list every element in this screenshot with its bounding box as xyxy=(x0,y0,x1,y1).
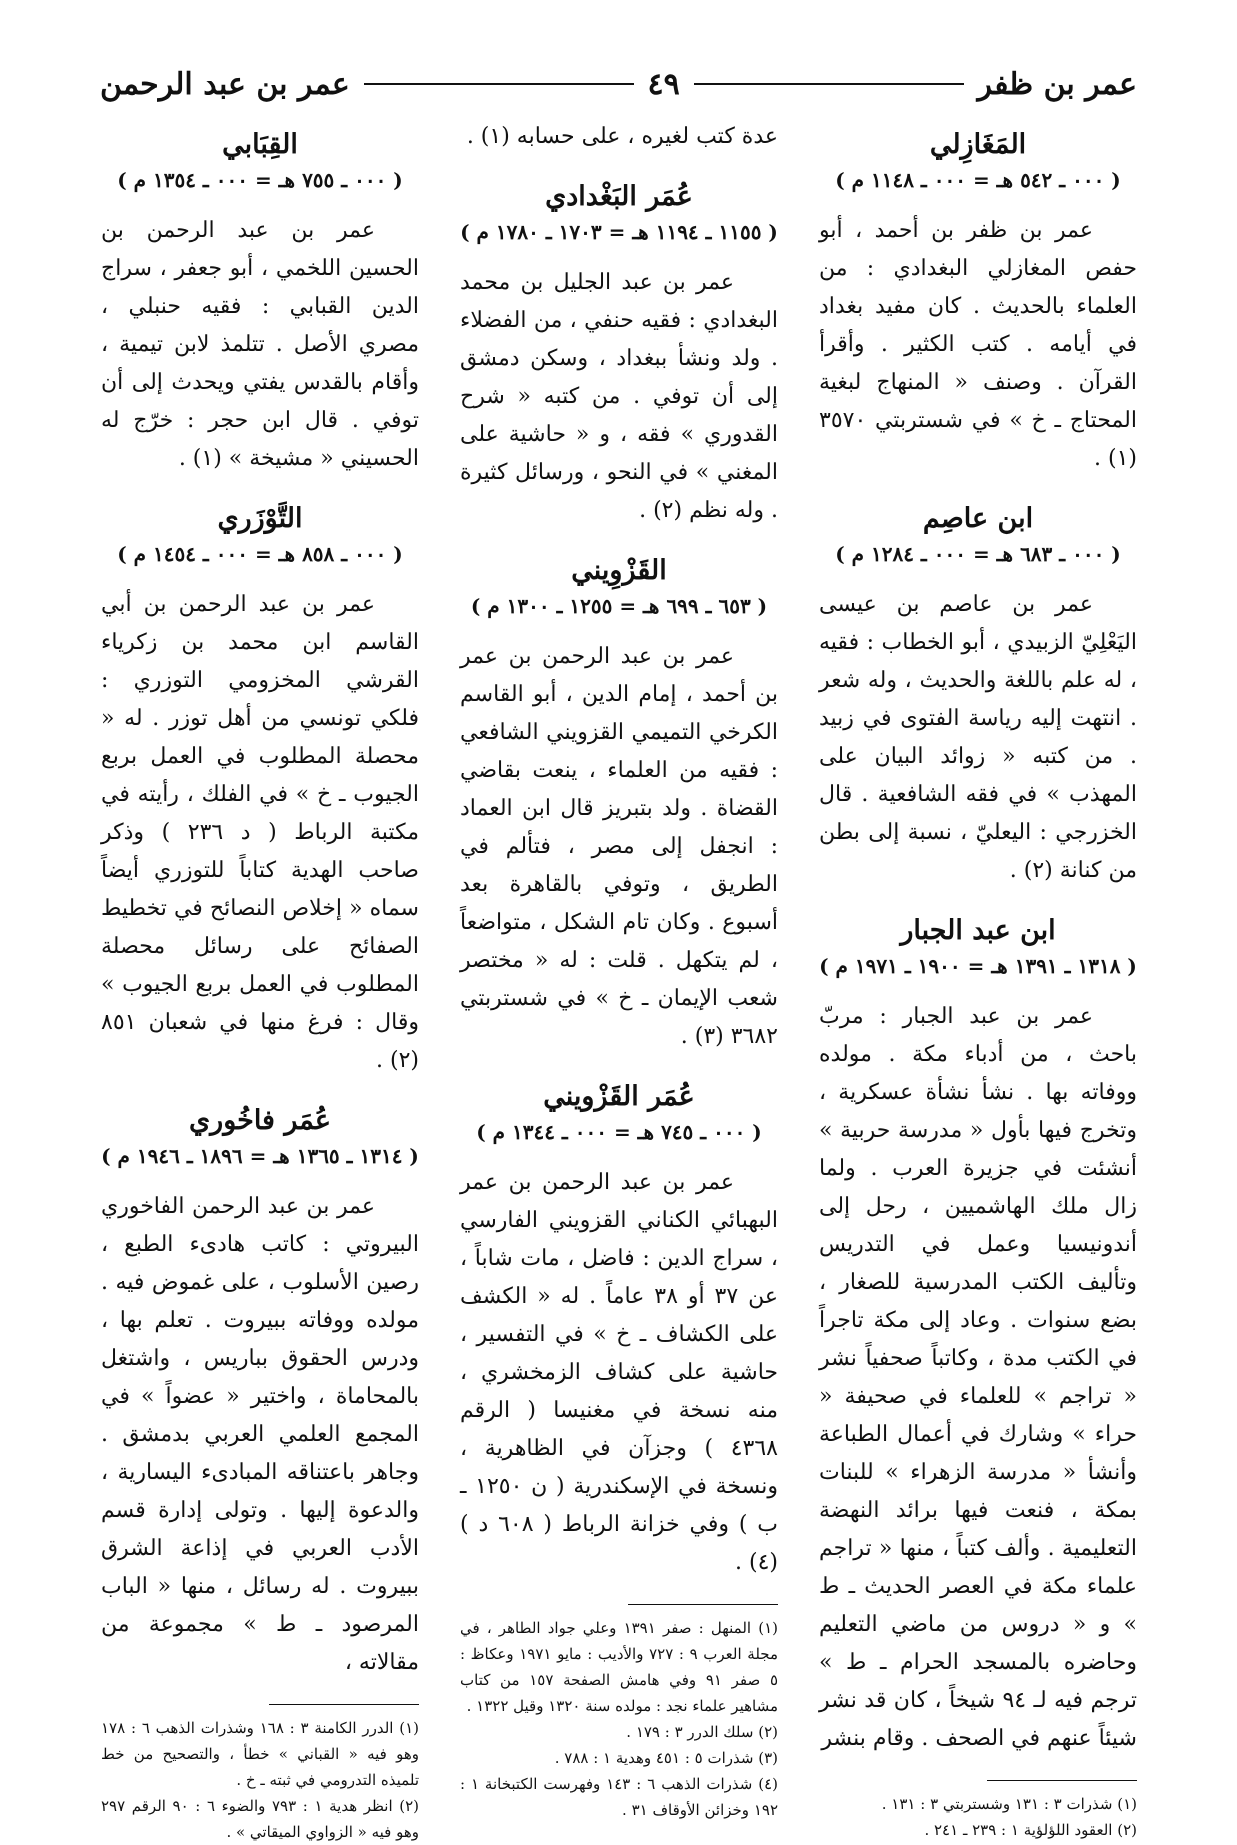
footnote: (١) المنهل : صفر ١٣٩١ وعلي جواد الطاهر ، في مجلة العرب ٩ : ٧٢٧ والأديب : مايو ١٩٧١ وعكاظ : ٥ صفر ٩١ وفي هامش الصفحة ١٥٧ من كتاب مشاهير علماء نجد : مولده سنة ١٣٢٠ وقيل ١٣٢٢ . xyxy=(460,1619,779,1715)
entry-body: عمر بن عاصم بن عيسى اليَعْلِيّ الزبيدي ، أبو الخطاب : فقيه ، له علم باللغة والحديث ، وله شعر . انتهت إليه رياسة الفتوى في زبيد . من كتبه « زوائد البيان على المهذب » في فقه الشافعية . قال الخزرجي : اليعليّ ، نسبة إلى بطن من كنانة (٢) . xyxy=(819,592,1137,883)
footnote: (١) الدرر الكامنة ٣ : ١٦٨ وشذرات الذهب ٦ : ١٧٨ وهو فيه « القباني » خطأ ، والتصحيح من خط تلميذه التدرومي في ثبته ـ خ . xyxy=(101,1719,420,1789)
entry-dates: ( ٠٠٠ ـ ٦٨٣ هـ = ٠٠٠ ـ ١٢٨٤ م ) xyxy=(835,542,1121,566)
entry xyxy=(819,126,1137,478)
footnote: (٢) انظر هدية ١ : ٧٩٣ والضوء ٦ : ٩٠ الرقم ٢٩٧ وهو فيه « الزواوي الميقاتي » . xyxy=(101,1797,419,1841)
running-head-rule-left xyxy=(364,83,634,85)
entry xyxy=(460,1078,778,1582)
entry xyxy=(101,1102,419,1682)
entry xyxy=(101,500,419,1080)
entry-body: عمر بن عبد الرحمن بن الحسين اللخمي ، أبو جعفر ، سراج الدين القبابي : فقيه حنبلي ، مصري الأصل . تتلمذ لابن تيمية ، وأقام بالقدس يفتي ويحدث إلى أن توفي . قال ابن حجر : خرّج له الحسيني « مشيخة » (١) . xyxy=(101,218,419,471)
entry-body: عمر بن عبد الجليل بن محمد البغدادي : فقيه حنفي ، من الفضلاء . ولد ونشأ ببغداد ، وسكن دمشق إلى أن توفي . من كتبه « شرح القدوري » فقه ، و « حاشية على المغني » في النحو ، ورسائل كثيرة . وله نظم (٢) . xyxy=(460,270,778,523)
entry-title: المَغَازِلي xyxy=(929,129,1027,160)
entry xyxy=(819,912,1137,1758)
column-right xyxy=(819,118,1137,1839)
entry-body: عمر بن عبد الرحمن بن عمر بن أحمد ، إمام الدين ، أبو القاسم الكرخي التميمي القزويني الشافعي : فقيه من العلماء ، ينعت بقاضي القضاة . ولد بتبريز قال ابن العماد : انجفل إلى مصر ، فتألم في الطريق ، وتوفي بالقاهرة بعد أسبوع . وكان تام الشكل ، متواضعاً ، لم يتكهل . قلت : له « مختصر شعب الإيمان ـ خ » في شستربتي ٣٦٨٢ (٣) . xyxy=(460,644,778,1049)
page-number: ٤٩ xyxy=(647,66,680,102)
entry-body: عمر بن عبد الرحمن بن أبي القاسم ابن محمد بن زكرياء القرشي المخزومي التوزري : فلكي تونسي من أهل توزر . له « محصلة المطلوب في العمل بربع الجيوب ـ خ » في الفلك ، رأيته في مكتبة الرباط ( د ٢٣٦ ) وذكر صاحب الهدية كتاباً للتوزري أيضاً سماه « إخلاص النصائح في تخطيط الصفائح على رسائل محصلة المطلوب في العمل بربع الجيوب » وقال : فرغ منها في شعبان ٨٥١ (٢) . xyxy=(101,592,420,1073)
entry-title: ابن عبد الجبار xyxy=(900,915,1056,946)
footnote-rule xyxy=(987,1780,1137,1781)
entry-body: عمر بن عبد الرحمن بن عمر البهبائي الكناني القزويني الفارسي ، سراج الدين : فاضل ، مات شاباً ، عن ٣٧ أو ٣٨ عاماً . له « الكشف على الكشاف ـ خ » في التفسير ، حاشية على كشاف الزمخشري ، منه نسخة في مغنيسا ( الرقم ٤٣٦٨ ) وجزآن في الظاهرية ، ونسخة في الإسكندرية ( ن ١٢٥٠ ـ ب ) وفي خزانة الرباط ( ٦٠٨ د ) (٤) . xyxy=(460,1170,778,1575)
entry-dates: ( ٠٠٠ ـ ٨٥٨ هـ = ٠٠٠ ـ ١٤٥٤ م ) xyxy=(117,542,403,566)
entry-body: عمر بن ظفر بن أحمد ، أبو حفص المغازلي البغدادي : من العلماء بالحديث . كان مفيد بغداد في أيامه . كتب الكثير . وأقرأ القرآن . وصنف « المنهاج لبغية المحتاج ـ خ » في شستربتي ٣٥٧٠ (١) . xyxy=(819,218,1137,471)
running-head-left-name: عمر بن عبد الرحمن xyxy=(100,66,350,102)
entry-dates: ( ٠٠٠ ـ ٧٥٥ هـ = ٠٠٠ ـ ١٣٥٤ م ) xyxy=(117,168,403,192)
entry-dates: ( ٠٠٠ ـ ٧٤٥ هـ = ٠٠٠ ـ ١٣٤٤ م ) xyxy=(476,1120,762,1144)
entry-title: التَّوْزَري xyxy=(217,503,303,534)
footnote: (٢) العقود اللؤلؤية ١ : ٢٣٩ ـ ٢٤١ . xyxy=(924,1821,1137,1839)
entry-body: عمر بن عبد الرحمن الفاخوري البيروتي : كاتب هادىء الطبع ، رصين الأسلوب ، على غموض فيه . مولده ووفاته ببيروت . تعلم بها ، ودرس الحقوق بباريس ، واشتغل بالمحاماة ، واختير « عضواً » في المجمع العلمي العربي بدمشق . وجاهر باعتناقه المبادىء اليسارية ، والدعوة إليها . وتولى إدارة قسم الأدب العربي في إذاعة الشرق ببيروت . له رسائل ، منها « الباب المرصود ـ ط » مجموعة من مقالاته ، xyxy=(101,1194,419,1675)
footnote: (٤) شذرات الذهب ٦ : ١٤٣ وفهرست الكتبخانة ١ : ١٩٢ وخزائن الأوقاف ٣١ . xyxy=(460,1775,779,1819)
continuation-text: عدة كتب لغيره ، على حسابه (١) . xyxy=(466,124,778,149)
entry-title: عُمَر فاخُوري xyxy=(189,1105,331,1136)
footnote: (٣) شذرات ٥ : ٤٥١ وهدية ١ : ٧٨٨ . xyxy=(554,1749,778,1767)
entry xyxy=(460,178,778,530)
entry-body: عمر بن عبد الجبار : مربّ باحث ، من أدباء مكة . مولده ووفاته بها . نشأ نشأة عسكرية ، وتخرج فيها بأول « مدرسة حربية » أنشئت في جزيرة العرب . ولما زال ملك الهاشميين ، رحل إلى أندونيسيا وعمل في التدريس وتأليف الكتب المدرسية للصغار ، بضع سنوات . وعاد إلى مكة تاجراً في الكتب مدة ، وكاتباً صحفياً نشر « تراجم » للعلماء في صحيفة « حراء » وشارك في أعمال الطباعة وأنشأ « مدرسة الزهراء » للبنات بمكة ، فنعت فيها برائد النهضة التعليمية . وألف كتباً ، منها « تراجم علماء مكة في العصر الحديث ـ ط » و « دروس من ماضي التعليم وحاضره بالمسجد الحرام ـ ط » ترجم فيه لـ ٩٤ شيخاً ، كان قد نشر شيئاً عنهم في الصحف . وقام بنشر xyxy=(819,1004,1137,1751)
entry xyxy=(101,126,419,478)
column-left xyxy=(101,118,420,1841)
entry-dates: ( ٠٠٠ ـ ٥٤٢ هـ = ٠٠٠ ـ ١١٤٨ م ) xyxy=(835,168,1121,192)
column-middle xyxy=(460,118,779,1819)
footnote: (١) شذرات ٣ : ١٣١ وشستربتي ٣ : ١٣١ . xyxy=(881,1795,1137,1813)
running-head xyxy=(100,60,1137,108)
footnote-rule xyxy=(269,1704,419,1705)
entry xyxy=(460,552,778,1056)
running-head-right-name: عمر بن ظفر xyxy=(977,66,1137,102)
entry xyxy=(819,500,1137,890)
entry-dates: ( ٦٥٣ ـ ٦٩٩ هـ = ١٢٥٥ ـ ١٣٠٠ م ) xyxy=(470,594,768,618)
running-head-rule-right xyxy=(694,83,964,85)
entry-title: القَزْوِيني xyxy=(571,555,667,586)
entry-title: عُمَر البَغْدادي xyxy=(545,181,693,212)
entry-title: عُمَر القَزْويني xyxy=(543,1081,695,1112)
entry-title: ابن عاصِم xyxy=(922,503,1034,534)
footnote: (٢) سلك الدرر ٣ : ١٧٩ . xyxy=(626,1723,778,1741)
entry-dates: ( ١٣١٨ ـ ١٣٩١ هـ = ١٩٠٠ ـ ١٩٧١ م ) xyxy=(819,954,1137,978)
entry-dates: ( ١٣١٤ ـ ١٣٦٥ هـ = ١٨٩٦ ـ ١٩٤٦ م ) xyxy=(101,1144,419,1168)
entry-title: القِبَابي xyxy=(222,129,298,160)
footnote-rule xyxy=(628,1604,778,1605)
entry-dates: ( ١١٥٥ ـ ١١٩٤ هـ = ١٧٠٣ ـ ١٧٨٠ م ) xyxy=(460,220,778,244)
